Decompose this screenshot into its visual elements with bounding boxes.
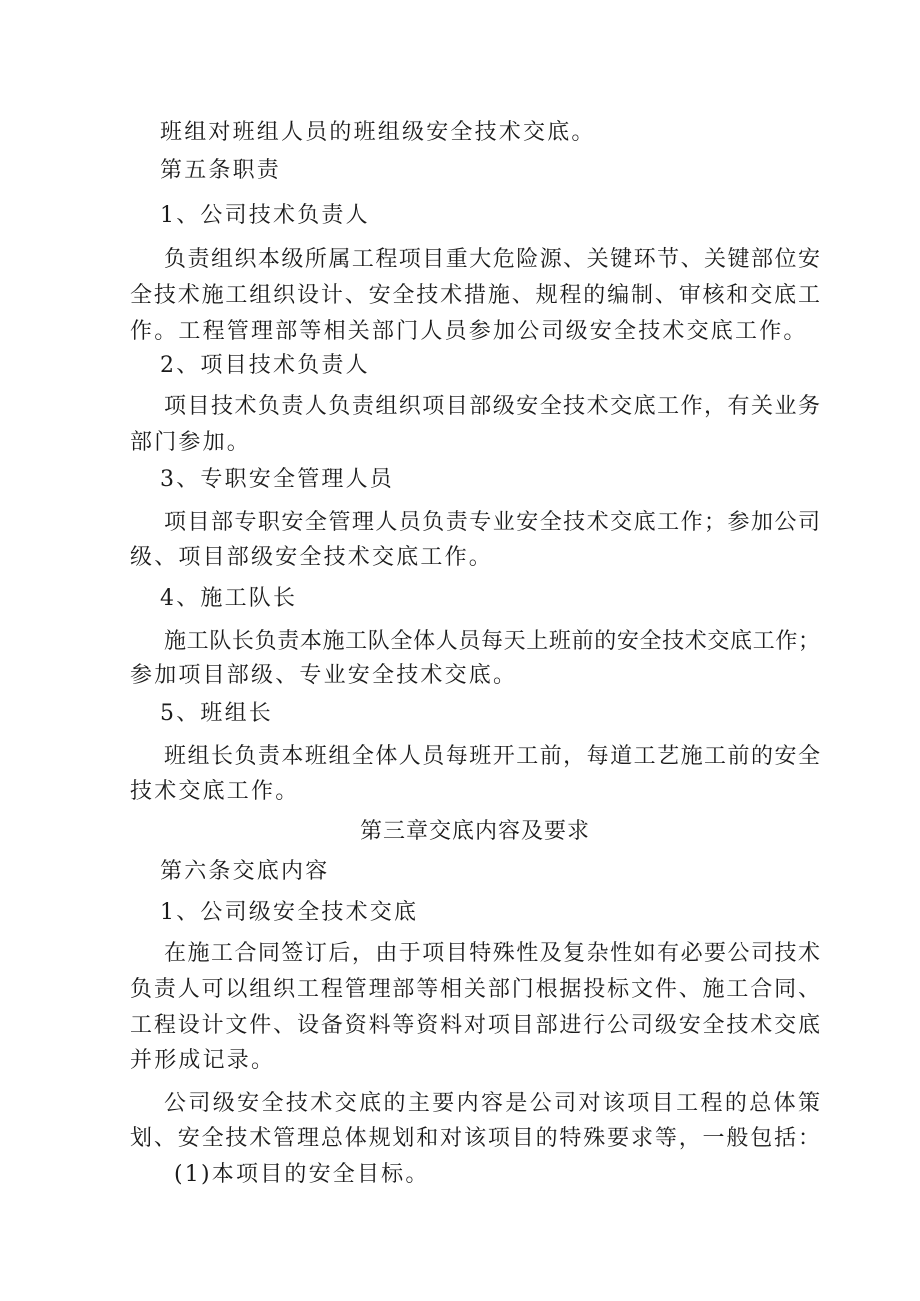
text-line: 班组长负责本班组全体人员每班开工前，每道工艺施工前的安全 [164,744,820,769]
text-line: 3、专职安全管理人员 [160,467,394,492]
text-line: 负责人可以组织工程管理部等相关部门根据投标文件、施工合同、 [130,977,820,1002]
text-line: (1)本项目的安全目标。 [174,1162,430,1187]
text-line: 第六条交底内容 [160,859,330,884]
text-line: 作。工程管理部等相关部门人员参加公司级安全技术交底工作。 [130,319,808,344]
text-line: 1、公司技术负责人 [160,203,370,228]
text-line: 划、安全技术管理总体规划和对该项目的特殊要求等，一般包括： [130,1126,820,1151]
text-line: 5、班组长 [160,701,273,726]
text-line: 部门参加。 [130,430,252,455]
text-line: 4、施工队长 [160,586,298,611]
chapter-heading: 第三章交底内容及要求 [359,819,590,844]
text-line: 项目部专职安全管理人员负责专业安全技术交底工作；参加公司 [164,510,820,535]
text-line: 施工队长负责本施工队全体人员每天上班前的安全技术交底工作； [164,629,820,654]
text-line: 负责组织本级所属工程项目重大危险源、关键环节、关键部位安 [164,247,820,272]
text-line: 全技术施工组织设计、安全技术措施、规程的编制、审核和交底工 [130,283,820,308]
text-line: 级、项目部级安全技术交底工作。 [130,545,494,570]
text-line: 参加项目部级、专业安全技术交底。 [130,663,518,688]
text-line: 在施工合同签订后，由于项目特殊性及复杂性如有必要公司技术 [164,941,820,966]
text-line: 项目技术负责人负责组织项目部级安全技术交底工作，有关业务 [164,394,820,419]
text-line: 公司级安全技术交底的主要内容是公司对该项目工程的总体策 [164,1091,820,1116]
text-line: 1、公司级安全技术交底 [160,900,419,925]
text-line: 2、项目技术负责人 [160,353,370,378]
text-line: 班组对班组人员的班组级安全技术交底。 [160,120,596,145]
text-line: 第五条职责 [160,158,282,183]
text-line: 并形成记录。 [130,1048,276,1073]
text-line: 技术交底工作。 [130,779,300,804]
text-line: 工程设计文件、设备资料等资料对项目部进行公司级安全技术交底 [130,1013,820,1038]
